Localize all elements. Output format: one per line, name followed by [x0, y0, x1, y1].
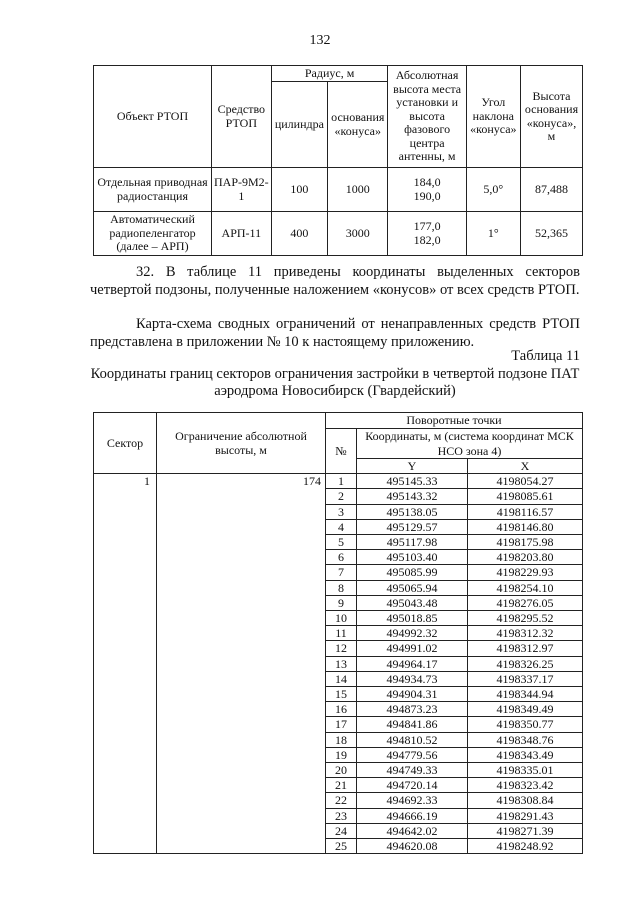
- header-cone-base: основания «конуса»: [328, 82, 388, 168]
- cell-point-number: 13: [326, 656, 357, 671]
- cell-y: 495103.40: [357, 550, 468, 565]
- cell-x: 4198146.80: [468, 519, 583, 534]
- cell-abs-height: [388, 212, 466, 256]
- cell-point-number: 20: [326, 763, 357, 778]
- cell-point-number: 18: [326, 732, 357, 747]
- cell-y: 494904.31: [357, 687, 468, 702]
- cell-x: 4198271.39: [468, 823, 583, 838]
- cell-cylinder: 100: [271, 168, 327, 212]
- cell-x: 4198349.49: [468, 702, 583, 717]
- cell-y: 494992.32: [357, 626, 468, 641]
- cell-x: 4198348.76: [468, 732, 583, 747]
- abs-height-2: 182,0: [413, 232, 441, 247]
- paragraph-map: Карта-схема сводных ограничений от ненаправленных средств РТОП представлена в приложении № 10 к настоящему приложению.: [90, 316, 580, 350]
- cell-point-number: 9: [326, 595, 357, 610]
- abs-height-2: 190,0: [413, 188, 441, 203]
- cell-x: 4198312.32: [468, 626, 583, 641]
- cell-x: 4198337.17: [468, 671, 583, 686]
- page-number: 132: [309, 33, 331, 48]
- cell-point-number: 21: [326, 778, 357, 793]
- cell-point-number: 8: [326, 580, 357, 595]
- cell-cylinder: 400: [271, 212, 327, 256]
- cell-angle: 1°: [466, 212, 520, 256]
- abs-height-1: 184,0: [413, 175, 441, 189]
- cell-y: 494720.14: [357, 778, 468, 793]
- cell-x: 4198312.97: [468, 641, 583, 656]
- cell-point-number: 10: [326, 611, 357, 626]
- sector-coordinates-table: [93, 412, 583, 854]
- header-cylinder: цилиндра: [271, 82, 327, 168]
- cell-y: 495138.05: [357, 504, 468, 519]
- cell-cone-base: 1000: [328, 168, 388, 212]
- cell-y: 494620.08: [357, 839, 468, 854]
- cell-angle: 5,0°: [466, 168, 520, 212]
- cell-x: 4198248.92: [468, 839, 583, 854]
- header-y: Y: [357, 459, 468, 474]
- cell-base-height: 87,488: [520, 168, 582, 212]
- cell-object: Отдельная приводная радиостанция: [94, 168, 212, 212]
- cell-base-height: 52,365: [520, 212, 582, 256]
- cell-point-number: 7: [326, 565, 357, 580]
- header-limit: Ограничение абсолютной высоты, м: [157, 413, 326, 474]
- cell-y: 494964.17: [357, 656, 468, 671]
- cell-y: 495129.57: [357, 519, 468, 534]
- cell-x: 4198323.42: [468, 778, 583, 793]
- cell-y: 495145.33: [357, 474, 468, 489]
- cell-point-number: 4: [326, 519, 357, 534]
- cell-x: 4198343.49: [468, 747, 583, 762]
- cell-point-number: 22: [326, 793, 357, 808]
- cell-y: 495085.99: [357, 565, 468, 580]
- rtop-parameters-table: [93, 65, 583, 256]
- cell-x: 4198229.93: [468, 565, 583, 580]
- cell-point-number: 11: [326, 626, 357, 641]
- cell-point-number: 3: [326, 504, 357, 519]
- abs-height-1: 177,0: [413, 219, 441, 233]
- cell-abs-height: [388, 168, 466, 212]
- cell-x: 4198054.27: [468, 474, 583, 489]
- cell-x: 4198291.43: [468, 808, 583, 823]
- header-object: Объект РТОП: [94, 66, 212, 168]
- cell-point-number: 5: [326, 535, 357, 550]
- table-11-title: Координаты границ секторов ограничения застройки в четвертой подзоне ПАТ аэродрома Новосибирск (Гвардейский): [90, 366, 580, 399]
- header-x: X: [468, 459, 583, 474]
- header-abs-height: Абсолютная высота места установки и высота фазового центра антенны, м: [388, 66, 466, 168]
- cell-point-number: 16: [326, 702, 357, 717]
- header-radius: Радиус, м: [271, 66, 388, 82]
- cell-y: 494642.02: [357, 823, 468, 838]
- cell-point-number: 14: [326, 671, 357, 686]
- cell-x: 4198175.98: [468, 535, 583, 550]
- table-row: [94, 474, 583, 489]
- cell-x: 4198344.94: [468, 687, 583, 702]
- cell-y: 494841.86: [357, 717, 468, 732]
- cell-point-number: 19: [326, 747, 357, 762]
- cell-y: 494749.33: [357, 763, 468, 778]
- cell-point-number: 1: [326, 474, 357, 489]
- paragraph-32: 32. В таблице 11 приведены координаты выделенных секторов четвертой подзоны, полученные наложением «конусов» от всех средств РТОП.: [90, 264, 580, 298]
- cell-y: 495018.85: [357, 611, 468, 626]
- cell-object: Автоматический радиопеленгатор (далее – АРП): [94, 212, 212, 256]
- cell-y: 494991.02: [357, 641, 468, 656]
- cell-point-number: 6: [326, 550, 357, 565]
- cell-y: 495043.48: [357, 595, 468, 610]
- cell-x: 4198295.52: [468, 611, 583, 626]
- cell-y: 495117.98: [357, 535, 468, 550]
- cell-y: 495143.32: [357, 489, 468, 504]
- cell-point-number: 12: [326, 641, 357, 656]
- cell-limit: 174: [157, 474, 326, 854]
- table-row: [94, 168, 583, 212]
- header-sector: Сектор: [94, 413, 157, 474]
- header-angle: Угол наклона «конуса»: [466, 66, 520, 168]
- cell-y: 495065.94: [357, 580, 468, 595]
- cell-x: 4198308.84: [468, 793, 583, 808]
- header-base-height: Высота основания «конуса», м: [520, 66, 582, 168]
- cell-device: ПАР-9М2-1: [212, 168, 272, 212]
- cell-point-number: 17: [326, 717, 357, 732]
- cell-x: 4198276.05: [468, 595, 583, 610]
- cell-point-number: 24: [326, 823, 357, 838]
- cell-device: АРП-11: [212, 212, 272, 256]
- cell-x: 4198326.25: [468, 656, 583, 671]
- cell-point-number: 15: [326, 687, 357, 702]
- cell-x: 4198085.61: [468, 489, 583, 504]
- cell-y: 494810.52: [357, 732, 468, 747]
- cell-x: 4198116.57: [468, 504, 583, 519]
- header-num: №: [326, 429, 357, 474]
- cell-y: 494779.56: [357, 747, 468, 762]
- table-row: [94, 212, 583, 256]
- header-coords: Координаты, м (система координат МСК НСО зона 4): [357, 429, 583, 459]
- table-11-label: Таблица 11: [511, 348, 580, 364]
- cell-sector: 1: [94, 474, 157, 854]
- cell-x: 4198203.80: [468, 550, 583, 565]
- cell-point-number: 2: [326, 489, 357, 504]
- cell-y: 494692.33: [357, 793, 468, 808]
- cell-cone-base: 3000: [328, 212, 388, 256]
- cell-point-number: 25: [326, 839, 357, 854]
- header-turn-points: Поворотные точки: [326, 413, 583, 429]
- cell-x: 4198350.77: [468, 717, 583, 732]
- cell-y: 494873.23: [357, 702, 468, 717]
- cell-x: 4198254.10: [468, 580, 583, 595]
- cell-y: 494666.19: [357, 808, 468, 823]
- header-device: Средство РТОП: [212, 66, 272, 168]
- cell-point-number: 23: [326, 808, 357, 823]
- cell-x: 4198335.01: [468, 763, 583, 778]
- cell-y: 494934.73: [357, 671, 468, 686]
